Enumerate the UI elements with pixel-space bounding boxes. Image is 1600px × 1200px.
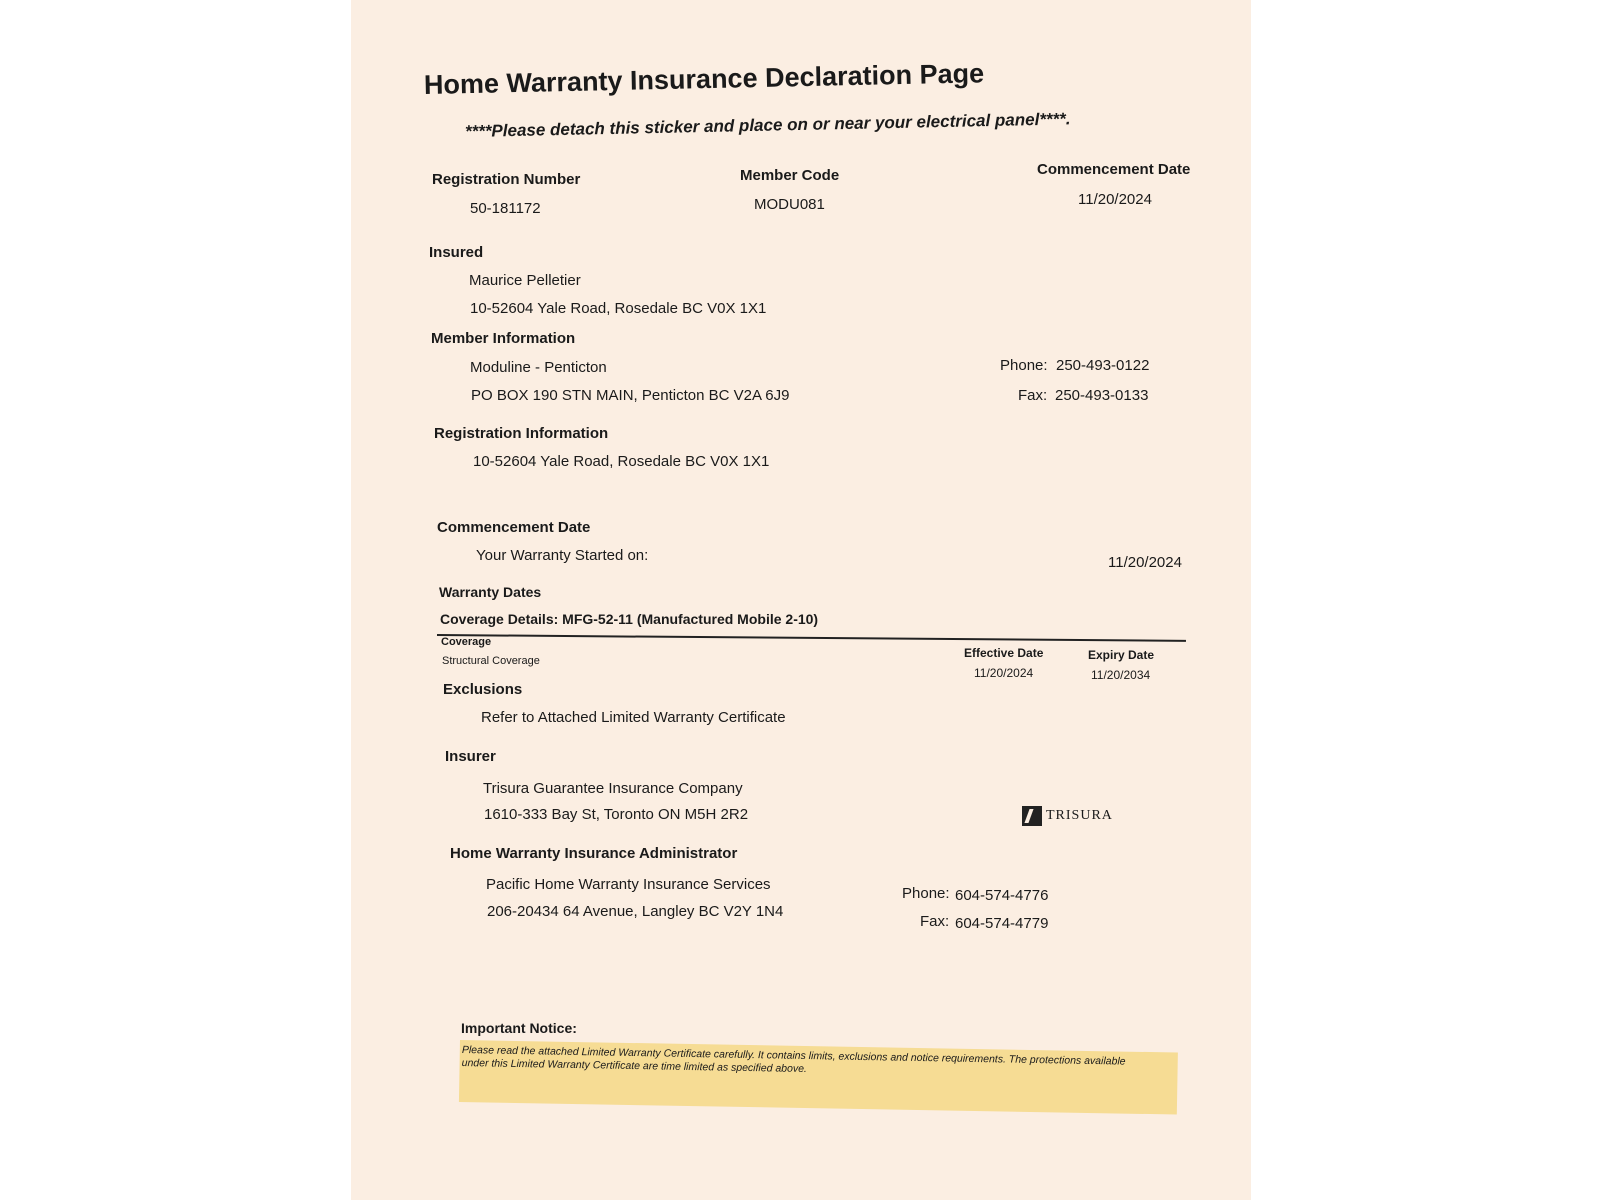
insured-address: 10-52604 Yale Road, Rosedale BC V0X 1X1 — [470, 300, 767, 317]
expiry-date-header: Expiry Date — [1088, 648, 1155, 662]
registration-info-label: Registration Information — [434, 425, 609, 442]
member-phone: 250-493-0122 — [1056, 357, 1150, 374]
insured-label: Insured — [429, 244, 484, 261]
member-code-label: Member Code — [740, 167, 840, 184]
member-fax: 250-493-0133 — [1055, 387, 1149, 404]
registration-address: 10-52604 Yale Road, Rosedale BC V0X 1X1 — [473, 453, 770, 470]
exclusions-text: Refer to Attached Limited Warranty Certificate — [481, 709, 786, 726]
effective-date-value: 11/20/2024 — [974, 666, 1034, 680]
administrator-phone: 604-574-4776 — [955, 887, 1049, 904]
registration-number-label: Registration Number — [432, 171, 581, 188]
administrator-fax: 604-574-4779 — [955, 915, 1049, 932]
commencement-date-label: Commencement Date — [437, 519, 591, 536]
expiry-date-value: 11/20/2034 — [1091, 668, 1151, 682]
effective-date-header: Effective Date — [964, 646, 1044, 660]
important-notice-text: Please read the attached Limited Warranty Certificate carefully. It contains limits, exclusions and notice requirements. The protections available under this Limited Warranty Certificate are time limited as specified above. — [461, 1044, 1126, 1076]
administrator-phone-label: Phone: — [902, 885, 950, 902]
registration-number-value: 50-181172 — [470, 200, 541, 217]
coverage-details: Coverage Details: MFG-52-11 (Manufactured Mobile 2-10) — [440, 611, 819, 627]
page-title: Home Warranty Insurance Declaration Page — [423, 58, 985, 100]
member-code-value: MODU081 — [754, 196, 825, 213]
administrator-address: 206-20434 64 Avenue, Langley BC V2Y 1N4 — [487, 903, 784, 920]
administrator-name: Pacific Home Warranty Insurance Services — [486, 876, 771, 893]
trisura-logo — [1022, 806, 1113, 826]
member-info-label: Member Information — [431, 330, 576, 347]
commencement-date-label-top: Commencement Date — [1037, 161, 1191, 178]
administrator-label: Home Warranty Insurance Administrator — [450, 845, 738, 862]
important-notice-label: Important Notice: — [461, 1020, 577, 1036]
member-name: Moduline - Penticton — [470, 359, 607, 376]
warranty-started-label: Your Warranty Started on: — [476, 547, 649, 564]
trisura-logo-text: TRISURA — [1046, 808, 1113, 823]
warranty-dates-label: Warranty Dates — [439, 584, 542, 600]
coverage-row-name: Structural Coverage — [442, 655, 540, 667]
member-phone-label: Phone: — [1000, 357, 1048, 374]
member-fax-label: Fax: — [1018, 387, 1048, 404]
member-address: PO BOX 190 STN MAIN, Penticton BC V2A 6J9 — [471, 387, 790, 404]
exclusions-label: Exclusions — [443, 681, 523, 698]
trisura-mark-icon — [1022, 806, 1042, 826]
warranty-started-date: 11/20/2024 — [1108, 554, 1182, 571]
coverage-header: Coverage — [441, 636, 492, 648]
insurer-label: Insurer — [445, 748, 496, 765]
insurer-address: 1610-333 Bay St, Toronto ON M5H 2R2 — [484, 806, 749, 823]
commencement-date-value-top: 11/20/2024 — [1078, 191, 1152, 208]
administrator-fax-label: Fax: — [920, 913, 950, 930]
insurer-name: Trisura Guarantee Insurance Company — [483, 780, 743, 797]
sticker-instruction: ****Please detach this sticker and place on or near your electrical panel****. — [464, 109, 1071, 141]
insured-name: Maurice Pelletier — [469, 272, 581, 289]
